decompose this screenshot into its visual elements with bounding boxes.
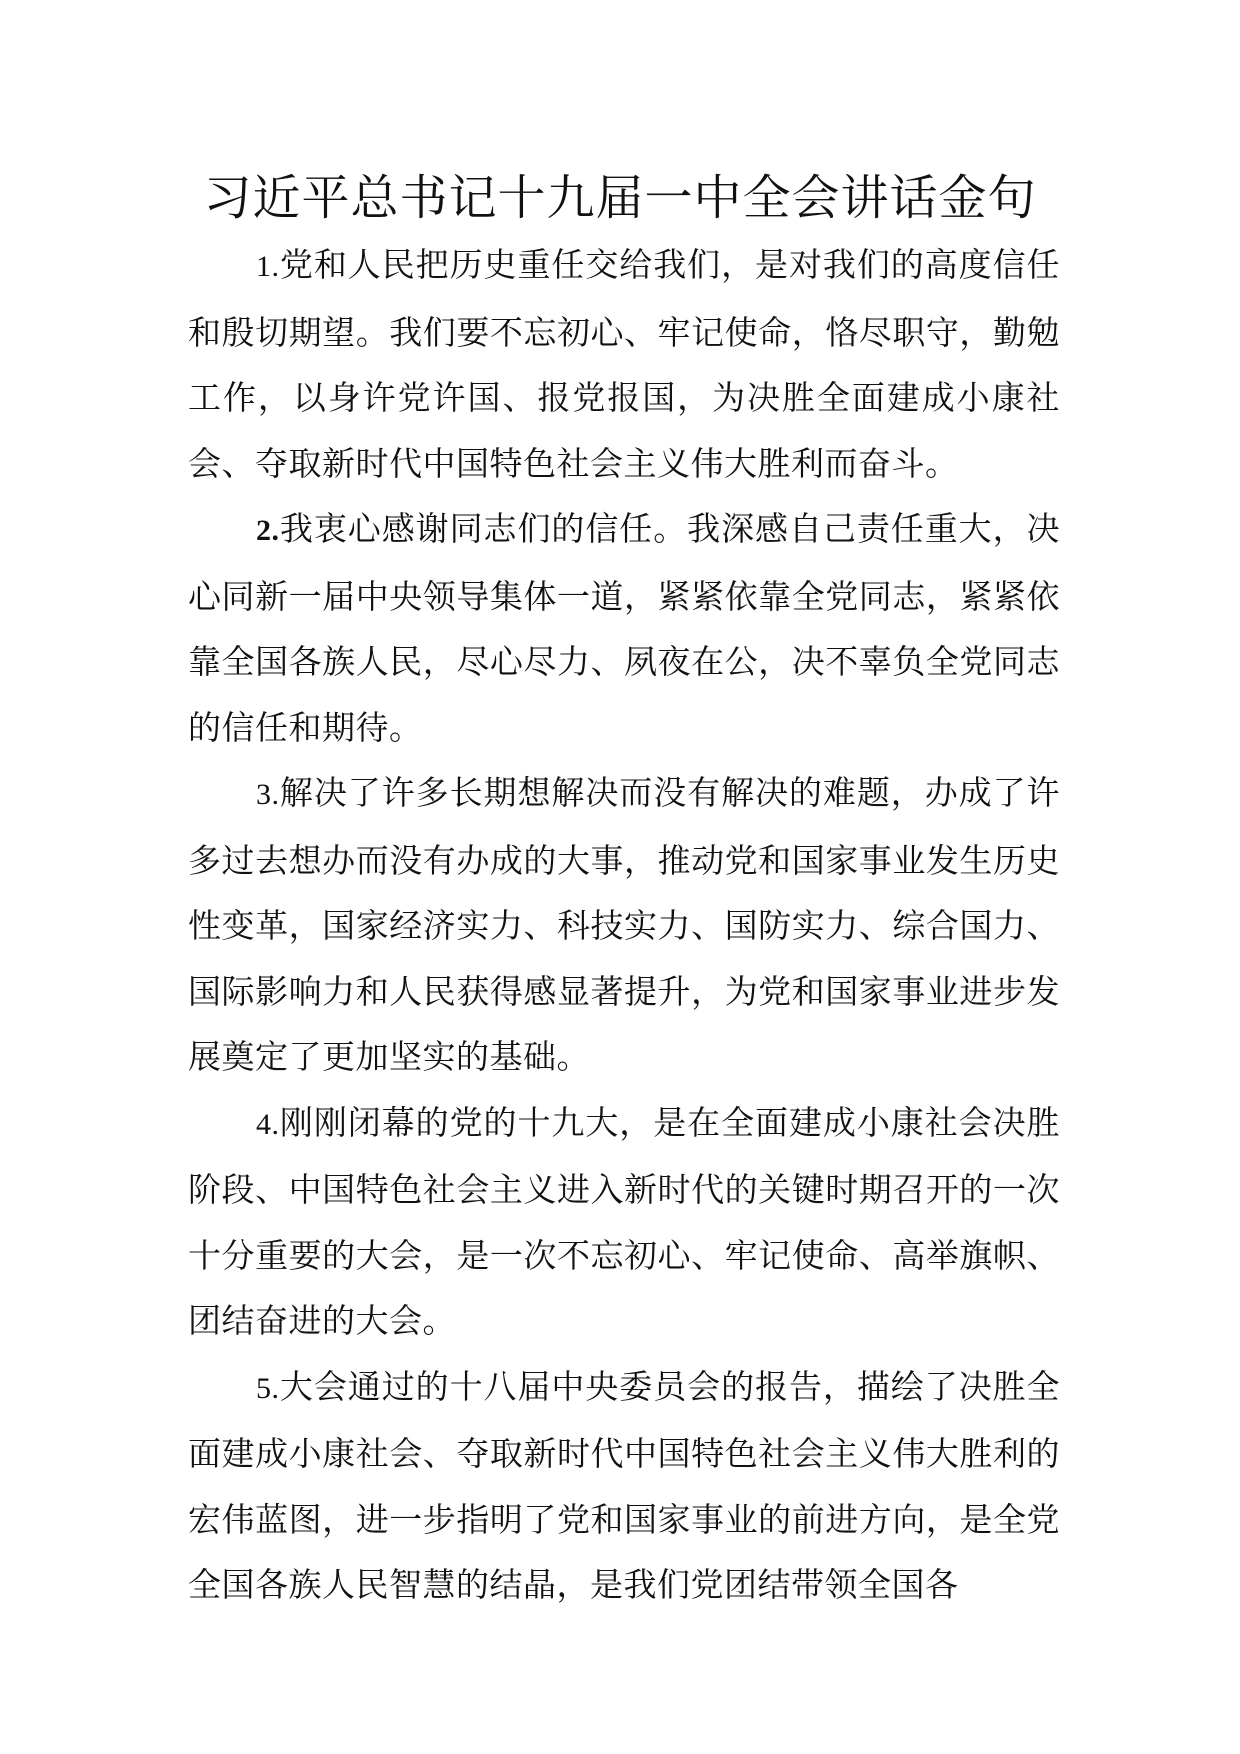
paragraph-1-number: 1. [256,250,280,283]
paragraph-2 [188,496,1060,760]
paragraph-1 [188,232,1060,496]
paragraph-4-text: 刚刚闭幕的党的十九大，是在全面建成小康社会决胜阶段、中国特色社会主义进入新时代的关键时期召开的一次十分重要的大会，是一次不忘初心、牢记使命、高举旗帜、团结奋进的大会。 [188,1102,1060,1340]
document-body [188,232,1060,1618]
paragraph-5 [188,1354,1060,1618]
document-title: 习近平总书记十九届一中全会讲话金句 [203,170,1037,226]
paragraph-1-text: 党和人民把历史重任交给我们，是对我们的高度信任和殷切期望。我们要不忘初心、牢记使命，恪尽职守，勤勉工作，以身许党许国、报党报国，为决胜全面建成小康社会、夺取新时代中国特色社会主义伟大胜利而奋斗。 [188,245,1060,483]
paragraph-3-number: 3. [256,778,280,811]
paragraph-2-text: 我衷心感谢同志们的信任。我深感自己责任重大，决心同新一届中央领导集体一道，紧紧依靠全党同志，紧紧依靠全国各族人民，尽心尽力、夙夜在公，决不辜负全党同志的信任和期待。 [188,509,1060,747]
paragraph-5-number: 5. [256,1371,280,1405]
paragraph-2-number: 2. [256,514,280,547]
paragraph-4-number: 4. [256,1107,280,1141]
paragraph-3-text: 解决了许多长期想解决而没有解决的难题，办成了许多过去想办而没有办成的大事，推动党和国家事业发生历史性变革，国家经济实力、科技实力、国防实力、综合国力、国际影响力和人民获得感显著提升，为党和国家事业进步发展奠定了更加坚实的基础。 [188,773,1060,1076]
paragraph-5-text: 大会通过的十八届中央委员会的报告，描绘了决胜全面建成小康社会、夺取新时代中国特色社会主义伟大胜利的宏伟蓝图，进一步指明了党和国家事业的前进方向，是全党全国各族人民智慧的结晶，是我们党团结带领全国各 [188,1366,1060,1604]
paragraph-4 [188,1090,1060,1354]
paragraph-3 [188,760,1060,1090]
